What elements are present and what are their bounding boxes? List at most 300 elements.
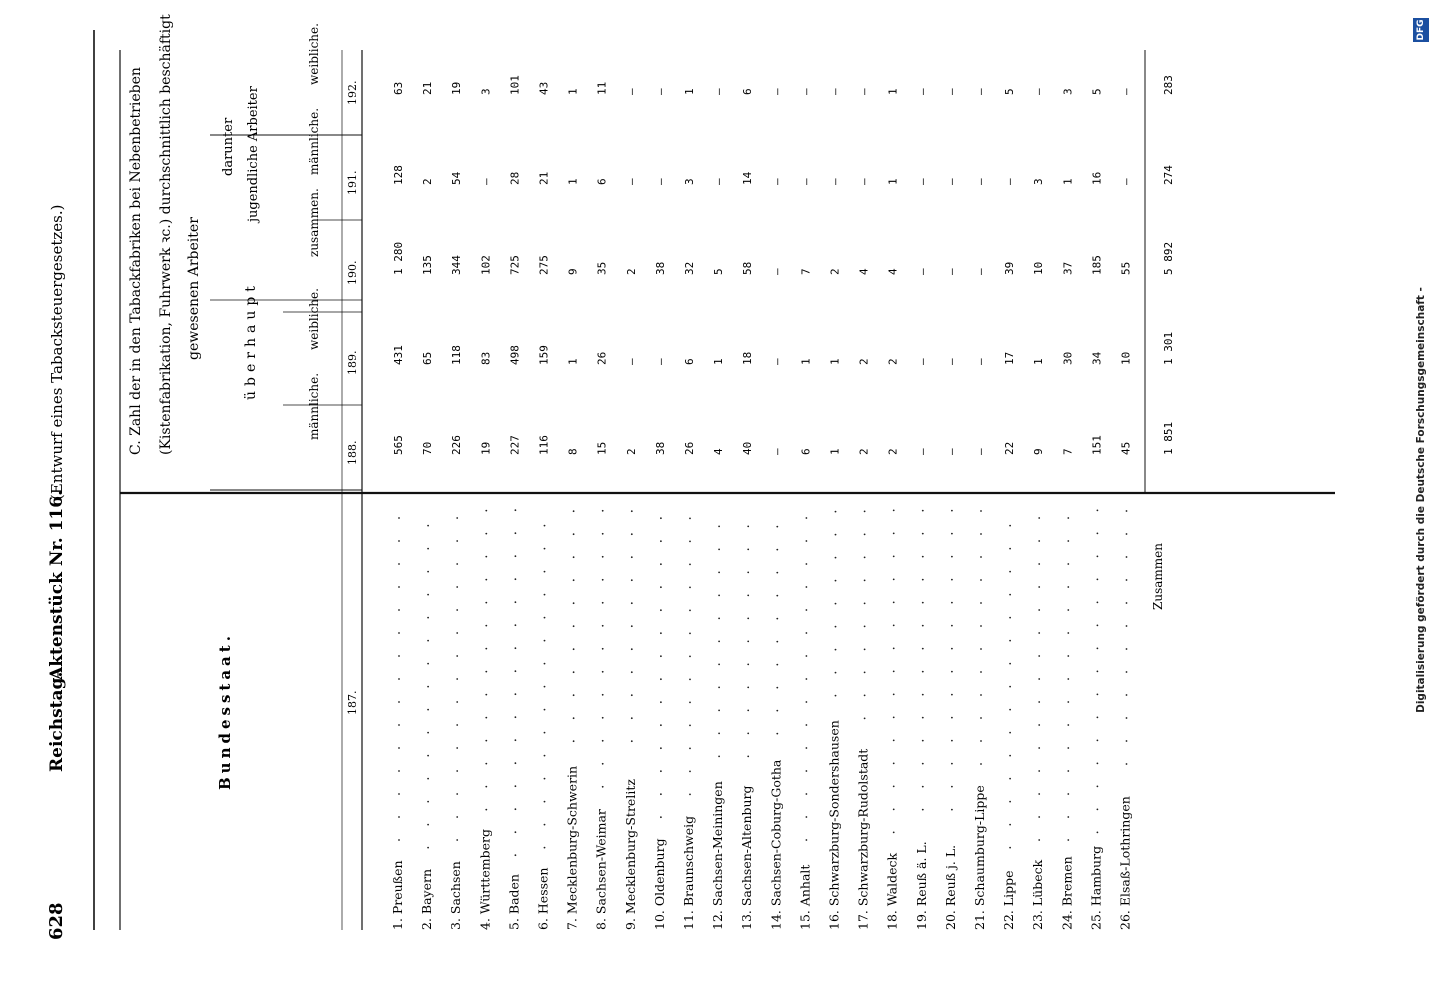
column-number: 188. <box>346 440 359 465</box>
leader-dot <box>631 648 633 650</box>
leader-dot <box>485 786 487 788</box>
leader-dot <box>660 609 662 611</box>
cell-w: 6 <box>683 358 696 365</box>
leader-dot <box>689 679 691 681</box>
cell-z: — <box>974 268 987 275</box>
leader-dot <box>1067 770 1069 772</box>
leader-dot <box>893 602 895 604</box>
cell-m: 22 <box>1003 441 1017 455</box>
column-number: 191. <box>346 170 359 195</box>
column-number: 187. <box>346 690 359 715</box>
leader-dot <box>398 655 400 657</box>
leader-dot <box>1009 709 1011 711</box>
cell-jm: — <box>1003 178 1017 185</box>
cell-jm: 28 <box>508 171 522 185</box>
leader-dot <box>689 518 691 520</box>
leader-dot <box>747 526 749 528</box>
leader-dot <box>951 510 953 512</box>
leader-dot <box>747 733 749 735</box>
leader-dot <box>573 625 575 627</box>
state-names <box>390 720 1133 930</box>
leader-dot <box>1126 694 1128 696</box>
state-name: 12. Sachsen-Meiningen <box>710 781 726 930</box>
leader-dot <box>544 824 546 826</box>
cell-z: 275 <box>537 255 551 275</box>
leader-dot <box>1097 671 1099 673</box>
cell-z: 38 <box>653 261 667 275</box>
leader-dot <box>922 625 924 627</box>
leader-dot <box>718 572 720 574</box>
leader-dot <box>980 648 982 650</box>
state-name: 1. Preußen <box>390 860 405 930</box>
cell-w: — <box>770 358 784 365</box>
leader-dot <box>951 579 953 581</box>
juvenile-header-line: jugendliche Arbeiter <box>246 86 261 222</box>
leader-dot <box>893 832 895 834</box>
label-juvenile-female: weibliche. <box>307 23 321 85</box>
leader-dot <box>660 701 662 703</box>
cell-m: 1 <box>828 448 842 455</box>
leader-dot <box>689 633 691 635</box>
total-label: Zusammen <box>1151 543 1165 610</box>
total-jw: 283 <box>1162 75 1175 95</box>
leader-dot <box>776 664 778 666</box>
leader-dot <box>689 794 691 796</box>
leader-dot <box>602 648 604 650</box>
leader-dot <box>1038 586 1040 588</box>
leader-dot <box>1067 632 1069 634</box>
leader-dot <box>922 510 924 512</box>
cell-w: 1 <box>1032 358 1046 365</box>
leader-dot <box>1126 579 1128 581</box>
cell-jw: — <box>857 88 871 95</box>
cell-w: 17 <box>1003 351 1017 365</box>
cell-jm: 128 <box>392 165 405 185</box>
cell-jm: 6 <box>595 178 609 185</box>
cell-m: 2 <box>857 448 871 455</box>
leader-dot <box>835 626 837 628</box>
section-title-line: (Kistenfabrikation, Fuhrwerk ꝛc.) durchschnittlich beschäftigt <box>158 14 174 455</box>
leader-dot <box>456 701 458 703</box>
leader-dot <box>1038 678 1040 680</box>
leader-dot <box>515 624 517 626</box>
leader-dot <box>864 603 866 605</box>
header-note: (Entwurf eines Tabacksteuergesetzes.) <box>48 204 66 500</box>
cell-jm: — <box>828 178 842 185</box>
cell-jw: 6 <box>741 88 755 95</box>
leader-dot <box>515 601 517 603</box>
cell-z: 102 <box>479 255 493 275</box>
cell-jm: — <box>857 178 871 185</box>
cell-m: 8 <box>566 448 580 455</box>
leader-dot <box>864 718 866 720</box>
cell-w: 65 <box>421 351 435 365</box>
leader-dot <box>631 533 633 535</box>
column-number: 190. <box>346 260 359 285</box>
leader-dot <box>398 540 400 542</box>
leader-dot <box>1009 640 1011 642</box>
leader-dot <box>718 549 720 551</box>
leader-dot <box>1067 816 1069 818</box>
leader-dot <box>893 786 895 788</box>
leader-dot <box>776 710 778 712</box>
leader-dot <box>427 801 429 803</box>
leader-dot <box>660 793 662 795</box>
leader-dot <box>1067 655 1069 657</box>
section-title-line: gewesenen Arbeiter <box>186 217 202 360</box>
cell-m: 9 <box>1032 448 1046 455</box>
cell-jw: 1 <box>683 88 696 95</box>
label-female: weibliche. <box>307 288 321 350</box>
leader-dot <box>922 694 924 696</box>
cell-jm: 3 <box>683 178 696 185</box>
cell-w: — <box>653 358 667 365</box>
cell-jm: 54 <box>450 171 464 185</box>
state-name: 5. Baden <box>506 874 522 930</box>
cell-jm: — <box>624 178 638 185</box>
leader-dot <box>1009 571 1011 573</box>
cell-jw: 3 <box>479 88 493 95</box>
leader-dot <box>1038 839 1040 841</box>
leader-dot <box>980 671 982 673</box>
leader-dot <box>602 717 604 719</box>
cell-m: 2 <box>886 448 900 455</box>
leader-dot <box>893 510 895 512</box>
leader-dot <box>660 540 662 542</box>
leader-dot <box>573 717 575 719</box>
cell-m: 116 <box>537 435 551 455</box>
leader-dot <box>1067 563 1069 565</box>
cell-jw: 1 <box>566 88 580 95</box>
cell-z: 37 <box>1061 261 1075 275</box>
leader-dot <box>806 816 808 818</box>
state-name: 7. Mecklenburg-Schwerin <box>564 765 580 930</box>
leader-dot <box>427 778 429 780</box>
cell-jm: — <box>770 178 784 185</box>
leader-dot <box>1097 832 1099 834</box>
leader-dot <box>922 763 924 765</box>
leader-dot <box>922 579 924 581</box>
cell-m: — <box>944 448 958 455</box>
cell-jw: — <box>828 88 842 95</box>
leader-dot <box>660 724 662 726</box>
state-name: 20. Reuß j. L. <box>942 844 958 930</box>
leader-dot <box>544 594 546 596</box>
leader-dot <box>485 510 487 512</box>
leader-dot <box>485 671 487 673</box>
leader-dot <box>660 655 662 657</box>
leader-dot <box>864 672 866 674</box>
leader-dot <box>544 686 546 688</box>
leader-dot <box>1038 609 1040 611</box>
cell-w: — <box>624 358 638 365</box>
state-name: 6. Hessen <box>535 867 551 930</box>
leader-dot <box>951 694 953 696</box>
leader-dot <box>922 671 924 673</box>
leader-dot <box>806 540 808 542</box>
leader-dot <box>1038 747 1040 749</box>
leader-dot <box>427 847 429 849</box>
leader-dot <box>1038 816 1040 818</box>
leader-dot <box>1126 602 1128 604</box>
leader-dot <box>544 778 546 780</box>
state-column-header: Bundesstaat. <box>216 632 234 790</box>
leader-dot <box>1038 540 1040 542</box>
leader-dot <box>398 563 400 565</box>
leader-dot <box>573 579 575 581</box>
leader-dot <box>1009 594 1011 596</box>
leader-dot <box>806 632 808 634</box>
cell-w: 431 <box>392 345 405 365</box>
leader-dot <box>456 816 458 818</box>
leader-dot <box>456 586 458 588</box>
leader-dot <box>660 563 662 565</box>
leader-dot <box>660 586 662 588</box>
cell-m: 227 <box>508 435 522 455</box>
leader-dot <box>515 647 517 649</box>
leader-dot <box>718 710 720 712</box>
cell-jw: 1 <box>886 88 900 95</box>
cell-m: 15 <box>595 441 609 455</box>
total-jm: 274 <box>1162 165 1175 185</box>
cell-jm: 1 <box>1061 178 1075 185</box>
cell-jm: 3 <box>1032 178 1046 185</box>
leader-dot <box>1097 579 1099 581</box>
state-name: 13. Sachsen-Altenburg <box>739 785 755 930</box>
leader-dot <box>398 517 400 519</box>
cell-jm: — <box>712 178 726 185</box>
leader-dot <box>980 717 982 719</box>
leader-dot <box>1038 655 1040 657</box>
state-name: 23. Lübeck <box>1030 859 1046 930</box>
page-number: 628 <box>46 902 67 940</box>
leader-dot <box>602 694 604 696</box>
cell-jw: 11 <box>595 81 609 95</box>
cell-m: 26 <box>683 441 696 455</box>
cell-m: 19 <box>479 441 493 455</box>
leader-dot <box>893 763 895 765</box>
leader-dot <box>806 770 808 772</box>
cell-jm: 21 <box>537 171 551 185</box>
leader-dot <box>485 602 487 604</box>
cell-jm: — <box>653 178 667 185</box>
cell-m: 6 <box>799 448 813 455</box>
header-reichstag: Reichstag. <box>47 671 67 772</box>
total-w: 1 301 <box>1162 331 1175 365</box>
leader-dot <box>573 556 575 558</box>
leader-dot <box>718 595 720 597</box>
leader-dot <box>1097 625 1099 627</box>
leader-dot <box>1067 540 1069 542</box>
state-name: 24. Bremen <box>1059 856 1075 930</box>
state-name: 3. Sachsen <box>448 861 464 930</box>
leader-dot <box>427 686 429 688</box>
leader-dot <box>602 556 604 558</box>
cell-jw: 3 <box>1061 88 1075 95</box>
leader-dot <box>398 678 400 680</box>
cell-z: 32 <box>683 261 696 275</box>
cell-jm: — <box>1119 178 1133 185</box>
leader-dot <box>689 656 691 658</box>
total-m: 1 851 <box>1162 421 1175 455</box>
leader-dot <box>398 770 400 772</box>
leader-dot <box>1126 763 1128 765</box>
leader-dot <box>1038 632 1040 634</box>
leader-dot <box>456 793 458 795</box>
leader-dot <box>456 655 458 657</box>
cell-jw: 21 <box>421 81 435 95</box>
data-cells <box>392 75 1133 455</box>
leader-dot <box>893 694 895 696</box>
cell-z: 7 <box>799 268 813 275</box>
leader-dot <box>776 687 778 689</box>
cell-w: 30 <box>1061 351 1075 365</box>
leader-dot <box>1097 510 1099 512</box>
leader-dot <box>427 594 429 596</box>
section-title-line: C. Zahl der in den Tabackfabriken bei Nebenbetrieben <box>128 67 144 455</box>
cell-z: 10 <box>1032 261 1046 275</box>
leader-dot <box>427 824 429 826</box>
leader-dot <box>660 770 662 772</box>
leader-dot <box>1126 648 1128 650</box>
cell-z: 2 <box>828 268 842 275</box>
leader-dot <box>922 717 924 719</box>
cell-m: — <box>974 448 987 455</box>
state-name: 10. Oldenburg <box>651 838 667 930</box>
cell-w: 118 <box>450 345 464 365</box>
label-juvenile-male: männliche. <box>307 107 321 175</box>
leader-dot <box>1097 556 1099 558</box>
leader-dot <box>980 602 982 604</box>
leader-dot <box>1038 517 1040 519</box>
leader-dot <box>951 602 953 604</box>
leader-dot <box>806 793 808 795</box>
leader-dot <box>515 762 517 764</box>
leader-dot <box>485 694 487 696</box>
leader-dot <box>1067 701 1069 703</box>
leader-dot <box>427 548 429 550</box>
leader-dot <box>1038 793 1040 795</box>
leader-dot <box>893 809 895 811</box>
leader-dot <box>631 625 633 627</box>
leader-dot <box>806 747 808 749</box>
leader-dot <box>806 563 808 565</box>
leader-dot <box>1097 717 1099 719</box>
leader-dot <box>1097 533 1099 535</box>
cell-z: 185 <box>1090 255 1104 275</box>
state-name: 11. Braunschweig <box>681 815 696 930</box>
cell-jm: 16 <box>1090 171 1104 185</box>
cell-jw: 19 <box>450 81 464 95</box>
leader-dot <box>835 672 837 674</box>
leader-dot <box>1097 602 1099 604</box>
leader-dot <box>515 854 517 856</box>
leader-dot <box>980 694 982 696</box>
leader-dot <box>1097 648 1099 650</box>
leader-dot <box>485 740 487 742</box>
leader-dot <box>660 517 662 519</box>
leader-dot <box>631 694 633 696</box>
cell-m: 70 <box>421 441 435 455</box>
leader-dot <box>718 618 720 620</box>
leader-dot <box>631 740 633 742</box>
leader-dot <box>806 586 808 588</box>
leader-dot <box>689 610 691 612</box>
cell-w: — <box>944 358 958 365</box>
leader-dot <box>776 733 778 735</box>
leader-dot <box>1097 763 1099 765</box>
leader-dot <box>573 671 575 673</box>
leader-dot <box>573 602 575 604</box>
leader-dot <box>485 556 487 558</box>
leader-dot <box>1126 533 1128 535</box>
leader-dot <box>893 533 895 535</box>
leader-dot <box>689 771 691 773</box>
leader-dot <box>602 786 604 788</box>
leader-dot <box>922 648 924 650</box>
leader-dot <box>602 533 604 535</box>
state-name: 17. Schwarzburg-Rudolstadt <box>855 748 871 930</box>
dfg-logo-text: DFG <box>1416 19 1426 41</box>
leader-dot <box>980 556 982 558</box>
leader-dot <box>835 534 837 536</box>
cell-jw: 63 <box>392 81 405 95</box>
state-name: 2. Bayern <box>419 868 435 930</box>
leader-dot <box>456 839 458 841</box>
leader-dot <box>806 839 808 841</box>
leader-dot <box>951 786 953 788</box>
leader-dot <box>980 510 982 512</box>
leader-dot <box>1067 586 1069 588</box>
leader-dot <box>515 578 517 580</box>
leader-dot <box>951 809 953 811</box>
leader-dot <box>776 595 778 597</box>
cell-w: 1 <box>828 358 842 365</box>
leader-dot <box>602 579 604 581</box>
leader-dot <box>427 755 429 757</box>
column-labels <box>307 23 321 440</box>
cell-jw: 43 <box>537 81 551 95</box>
state-name: 18. Waldeck <box>884 852 900 930</box>
leader-dot <box>1067 747 1069 749</box>
cell-w: 34 <box>1090 351 1104 365</box>
leader-dot <box>515 808 517 810</box>
leader-dot <box>980 533 982 535</box>
leader-dot <box>718 664 720 666</box>
state-name: 25. Hamburg <box>1088 845 1104 930</box>
leader-dot <box>718 756 720 758</box>
leader-dot <box>980 740 982 742</box>
leader-dot <box>1067 609 1069 611</box>
leader-dot <box>689 587 691 589</box>
cell-w: 2 <box>857 358 871 365</box>
leader-dot <box>631 671 633 673</box>
leader-dot <box>835 557 837 559</box>
leader-dot <box>515 509 517 511</box>
cell-jw: — <box>770 88 784 95</box>
leader-dot <box>544 525 546 527</box>
cell-m: 151 <box>1090 435 1104 455</box>
leader-dot <box>515 831 517 833</box>
cell-z: 35 <box>595 261 609 275</box>
leader-dot <box>1126 625 1128 627</box>
leader-dot <box>456 724 458 726</box>
leader-dot <box>893 648 895 650</box>
cell-z: 344 <box>450 255 464 275</box>
cell-jw: 5 <box>1003 88 1017 95</box>
leader-dot <box>398 609 400 611</box>
leader-dot <box>835 695 837 697</box>
